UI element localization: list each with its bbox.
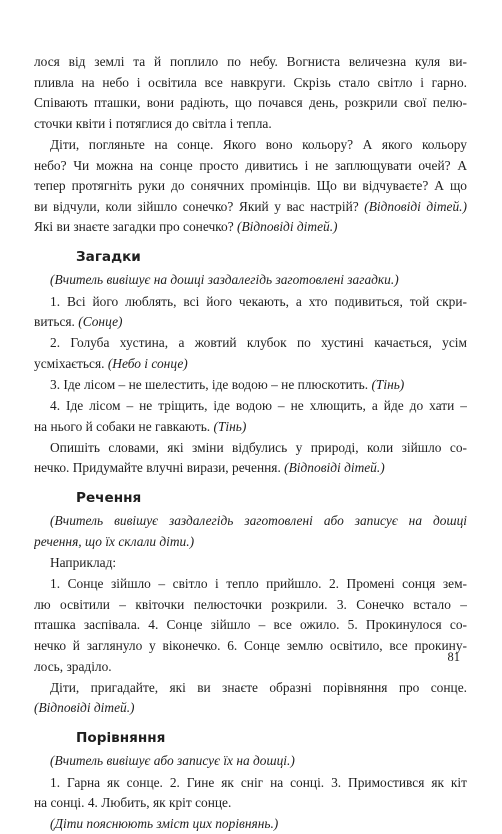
line-text: виться. xyxy=(34,314,79,330)
line-text: Діти, погляньте на сонце. Якого воно кольору? А якого кольору xyxy=(50,136,467,152)
text-line xyxy=(50,333,467,353)
teacher-note: (Вчитель вивішує на дошці заздалегідь заготовлені загадки.) xyxy=(50,272,399,288)
line-text: Які ви знаєте загадки про сонечко? xyxy=(34,219,237,235)
text-line xyxy=(50,375,467,395)
line-text: 2. Голуба хустина, а жовтий клубок по хустині качається, усім xyxy=(50,335,467,351)
text-line xyxy=(34,73,467,93)
teacher-note: (Відповіді дітей.) xyxy=(284,460,385,476)
text-line xyxy=(34,698,467,718)
line-text: на сонці. 4. Любить, як кріт сонце. xyxy=(34,795,232,811)
teacher-note: (Вчитель вивішує або записує їх на дошці.) xyxy=(50,753,295,769)
text-line xyxy=(34,217,467,237)
text-line xyxy=(50,814,467,834)
line-text: нечко й заглянуло у віконечко. 6. Сонце землю освітило, все прокину- xyxy=(34,638,467,653)
teacher-note: (Тінь) xyxy=(213,418,247,434)
text-line xyxy=(34,312,467,332)
line-text: Діти, пригадайте, які ви знаєте образні порівняння про сонце. xyxy=(50,679,467,695)
line-text: лося від землі та й поплило по небу. Вогниста величезна куля ви- xyxy=(34,54,467,69)
text-line xyxy=(34,52,467,72)
text-line xyxy=(34,417,467,437)
line-text: лось, зраділо. xyxy=(34,658,112,674)
text-line xyxy=(34,197,467,217)
line-text: усміхається. xyxy=(34,355,108,371)
line-text: лю освітили – квіточки пелюсточки розкрили. 3. Сонечко встало – xyxy=(34,596,467,612)
text-line xyxy=(50,773,467,793)
line-text: 1. Сонце зійшло – світло і тепло прийшло. 2. Промені сонця зем- xyxy=(50,576,467,592)
text-line xyxy=(34,354,467,374)
text-line xyxy=(50,135,467,155)
text-line xyxy=(50,574,467,594)
text-line xyxy=(50,511,467,531)
text-line xyxy=(34,176,467,196)
text-line xyxy=(34,93,467,113)
line-text: 3. Іде лісом – не шелестить, іде водою – не плюскотить. xyxy=(50,376,372,392)
text-line xyxy=(34,458,467,478)
line-text: на нього й собаки не гавкають. xyxy=(34,418,214,434)
text-line xyxy=(34,595,467,615)
teacher-note: (Небо і сонце) xyxy=(107,355,188,371)
text-line xyxy=(34,532,467,552)
teacher-note: (Діти пояснюють зміст цих порівнянь.) xyxy=(50,816,279,832)
line-text: Наприклад: xyxy=(50,555,117,571)
section-heading: Загадки xyxy=(76,249,141,266)
line-text: сточки квіти і потяглися до світла і тепла. xyxy=(34,115,272,131)
line-text: 1. Гарна як сонце. 2. Гине як сніг на сонці. 3. Примостився як кіт xyxy=(50,774,467,790)
teacher-note: (Відповіді дітей.) xyxy=(364,198,467,214)
section-heading: Порівняння xyxy=(76,730,166,747)
text-line xyxy=(50,438,467,458)
text-line xyxy=(34,615,467,635)
text-line xyxy=(50,270,467,290)
line-text: 1. Всі його люблять, всі його чекають, а хто подивиться, той скри- xyxy=(50,293,467,309)
teacher-note: (Тінь) xyxy=(371,376,405,392)
line-text: пливла на небо і освітила все навкруги. Скрізь стало світло і гарно. xyxy=(34,74,467,90)
teacher-note: (Вчитель вивішує заздалегідь заготовлені або записує на дошці xyxy=(50,513,467,529)
text-line xyxy=(34,793,467,813)
teacher-note: (Відповіді дітей.) xyxy=(237,219,338,235)
text-line xyxy=(50,678,467,698)
line-text: Співають пташки, вони радіють, що почався день, розкрили свої пелю- xyxy=(34,95,467,111)
teacher-note: речення, що їх склали діти.) xyxy=(34,534,195,549)
line-text: нечко. Придумайте влучні вирази, речення. xyxy=(34,460,285,476)
page-number: 81 xyxy=(447,650,460,664)
section-heading: Речення xyxy=(76,490,142,507)
text-line xyxy=(50,553,467,573)
line-text: небо? Чи можна на сонце просто дивитись і не заплющувати очей? А xyxy=(34,157,467,173)
text-line xyxy=(34,114,467,134)
line-text: 4. Іде лісом – не тріщить, іде водою – не хлющить, а йде до хати – xyxy=(50,398,467,413)
teacher-note: (Відповіді дітей.) xyxy=(34,700,135,716)
line-text: тепер протягніть руки до сонячних промінців. Що ви відчуваєте? А що xyxy=(34,178,467,194)
text-line xyxy=(50,396,467,416)
text-line xyxy=(50,292,467,312)
text-line xyxy=(34,156,467,176)
line-text: пташка заспівала. 4. Сонце зійшло – все ожило. 5. Прокинулося со- xyxy=(34,617,467,633)
line-text: ви відчули, коли зійшло сонечко? Який у вас настрій? xyxy=(34,198,365,214)
teacher-note: (Сонце) xyxy=(78,314,123,330)
line-text: Опишіть словами, які зміни відбулись у природі, коли зійшло со- xyxy=(50,439,467,455)
text-line xyxy=(50,751,467,771)
